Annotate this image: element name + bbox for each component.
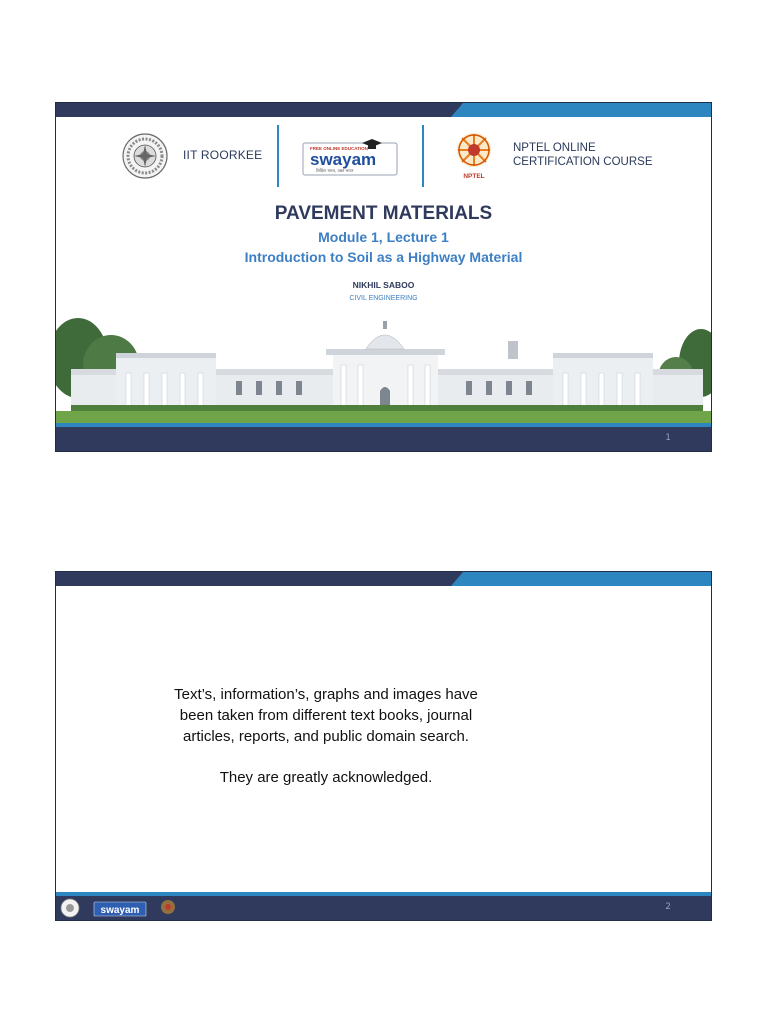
iit-roorkee-emblem-icon: [122, 133, 168, 179]
header-divider: [422, 125, 424, 187]
nptel-logo-label: NPTEL: [463, 173, 485, 180]
campus-building-image: [56, 303, 712, 425]
nptel-line-1: NPTEL ONLINE: [513, 142, 596, 154]
acknowledgement-slide: [55, 571, 712, 921]
iit-roorkee-emblem-icon: [61, 899, 79, 917]
nptel-course-label: [513, 141, 653, 169]
swayam-tagline-top: FREE ONLINE EDUCATION: [310, 146, 368, 151]
institute-name: IIT ROORKEE: [183, 148, 263, 162]
footer-logos: [60, 898, 180, 918]
slide-page-number: 1: [665, 433, 671, 443]
swayam-logo: [94, 902, 146, 916]
ack-line-3: articles, reports, and public domain search.: [183, 728, 469, 745]
department-name: CIVIL ENGINEERING: [349, 295, 418, 302]
slide-top-bar: [56, 103, 711, 117]
acknowledgement-text: [116, 684, 536, 747]
slide-footer-bar: [56, 892, 711, 920]
nptel-logo-icon: [454, 131, 494, 181]
ack-line-4: They are greatly acknowledged.: [219, 769, 433, 786]
author-name: NIKHIL SABOO: [352, 280, 415, 290]
lecture-subtitle: Introduction to Soil as a Highway Material: [244, 249, 523, 265]
swayam-logo: [302, 137, 398, 177]
nptel-logo-icon: [161, 900, 175, 914]
swayam-wordmark: swayam: [310, 150, 377, 169]
slide-top-bar: [56, 572, 711, 586]
header-divider: [277, 125, 279, 187]
swayam-tagline-bottom: शिक्षित भारत, उन्नत भारत: [316, 168, 354, 173]
module-label: Module 1, Lecture 1: [318, 229, 449, 245]
slide-title: PAVEMENT MATERIALS: [274, 203, 493, 224]
title-slide: [55, 102, 712, 452]
ack-line-2: been taken from different text books, journal: [179, 707, 473, 724]
swayam-wordmark: swayam: [100, 905, 140, 916]
ack-line-1: Text’s, information’s, graphs and images have: [174, 686, 478, 703]
slide-page-number: 2: [665, 902, 671, 912]
nptel-line-2: CERTIFICATION COURSE: [513, 156, 653, 168]
slide-footer-bar: [56, 423, 711, 451]
